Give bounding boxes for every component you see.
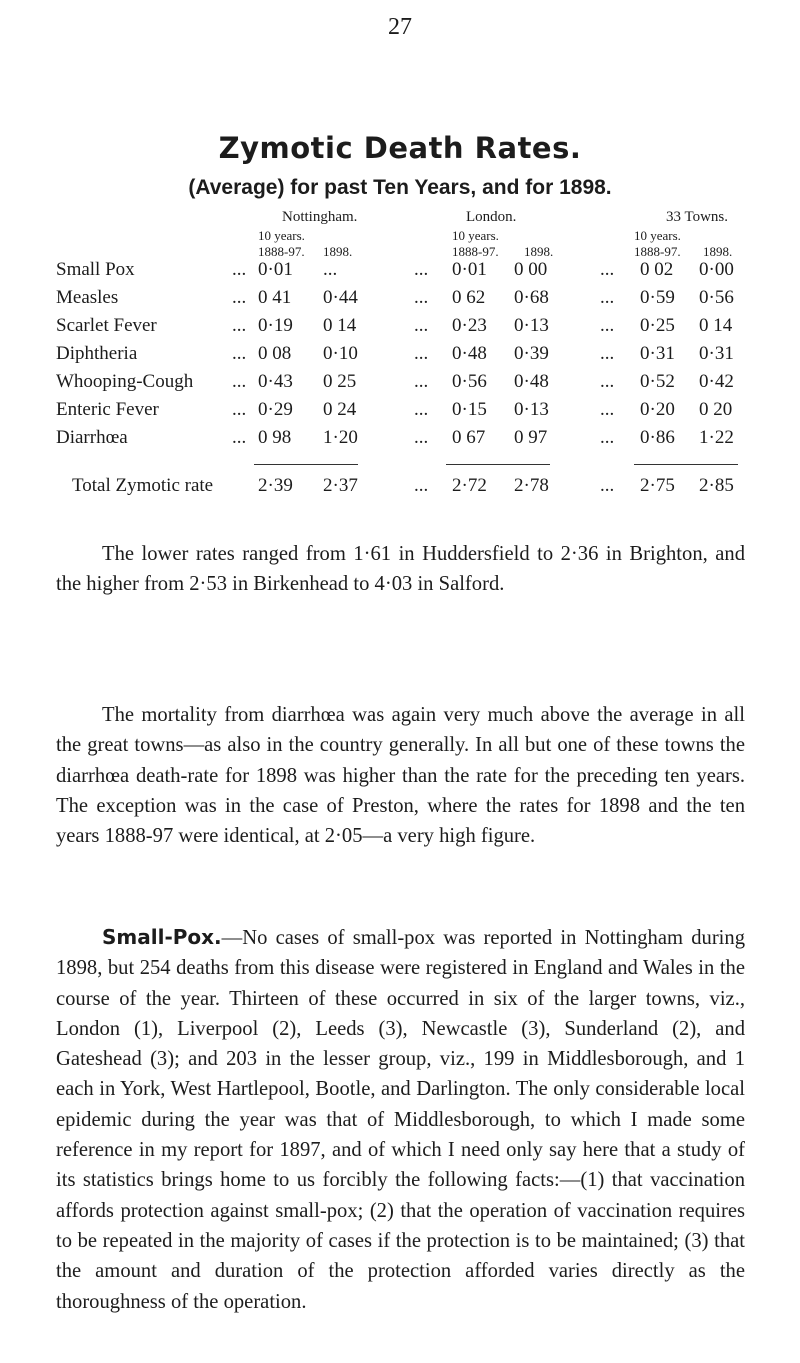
dot-leader: ... xyxy=(600,315,615,336)
dot-leader: ... xyxy=(414,343,429,364)
table-cell: 0·29 xyxy=(258,399,293,420)
table-cell: 1·20 xyxy=(323,427,358,448)
table-cell: 0·48 xyxy=(514,371,549,392)
table-cell: 0·86 xyxy=(640,427,675,448)
group-header-london: London. xyxy=(466,209,517,225)
table-row-label: Diphtheria ... xyxy=(56,343,247,364)
dot-leader: ... xyxy=(414,315,429,336)
table-cell: 0·19 xyxy=(258,315,293,336)
table-cell: 0·20 xyxy=(640,399,675,420)
col-header-years: 1888-97. xyxy=(452,244,499,259)
table-cell: 0·01 xyxy=(452,259,487,280)
table-row-label: Diarrhœa ... xyxy=(56,427,247,448)
col-header-years: 1888-97. xyxy=(634,244,681,259)
table-cell: 0·10 xyxy=(323,343,358,364)
table-cell: 1·22 xyxy=(699,427,734,448)
table-cell: 0 98 xyxy=(258,427,292,448)
table-cell: 0·13 xyxy=(514,399,549,420)
table-cell: 0·23 xyxy=(452,315,487,336)
table-cell: 0·48 xyxy=(452,343,487,364)
col-header-years: 1888-97. xyxy=(258,244,305,259)
total-rule xyxy=(634,464,738,465)
total-cell: 2·85 xyxy=(699,475,734,496)
page-title: Zymotic Death Rates. xyxy=(218,131,582,165)
table-cell: 0·39 xyxy=(514,343,549,364)
paragraph-rates-range: The lower rates ranged from 1·61 in Huddersfield to 2·36 in Brighton, and the higher from 2·53 in Birkenhead to 4·03 in Salford. xyxy=(56,543,745,596)
dot-leader: ... xyxy=(414,287,429,308)
table-cell: 0·00 xyxy=(699,259,734,280)
dot-leader: ... xyxy=(600,399,615,420)
dot-leader: ... xyxy=(600,259,615,280)
table-cell: 0·31 xyxy=(699,343,734,364)
table-cell: 0 00 xyxy=(514,259,548,280)
dot-leader: ... xyxy=(414,399,429,420)
total-cell: 2·78 xyxy=(514,475,549,496)
table-cell: 0 24 xyxy=(323,399,357,420)
col-header-year: 1898. xyxy=(703,244,733,259)
total-cell: 2·37 xyxy=(323,475,358,496)
col-header-label: 10 years. xyxy=(634,228,681,243)
table-cell: 0·44 xyxy=(323,287,358,308)
table-cell: 0 25 xyxy=(323,371,357,392)
dot-leader: ... xyxy=(414,427,429,448)
smallpox-text: —No cases of small-pox was reported in Nottingham during 1898, but 254 deaths from this disease were registered in England and Wales in the course of the year. Thirteen of these occurred in six of the larger towns, viz., London (1), Liverpool (2), Leeds (3), Newcastle (3), Sunderland (2), and Gateshead (3); and 203 in the lesser group, viz., 199 in Middlesborough, and 1 each in York, West Hartlepool, Bootle, and Darlington. The only considerable local epidemic during the year was that of Middlesborough, to which I made some reference in my report for 1897, and of which I need only say here that a study of its statistics brings home to us forcibly the following facts:—(1) that vaccination affords protection against small-pox; (2) that the operation of vaccination requires to be repeated in the majority of cases if the protection is to be maintained; (3) that the amount and duration of the protection afforded varies directly as the thoroughness of the operation. xyxy=(56,927,745,1313)
paragraph-diarrhoea: The mortality from diarrhœa was again very much above the average in all the great towns—as also in the country generally. In all but one of these towns the diarrhœa death-rate for 1898 was higher than the rate for the preceding ten years. The exception was in the case of Preston, where the rates for 1898 and the ten years 1888-97 were identical, at 2·05—a very high figure. xyxy=(56,704,745,848)
total-rule xyxy=(446,464,550,465)
total-cell: 2·75 xyxy=(640,475,675,496)
total-cell: 2·39 xyxy=(258,475,293,496)
table-cell: 0 62 xyxy=(452,287,486,308)
table-cell: ... xyxy=(323,259,338,280)
section-heading-smallpox: Small-Pox. xyxy=(102,925,222,949)
table-cell: 0·42 xyxy=(699,371,734,392)
table-row-label: Whooping-Cough ... xyxy=(56,371,247,392)
table-row-label: Scarlet Fever ... xyxy=(56,315,247,336)
col-header-year: 1898. xyxy=(524,244,554,259)
dot-leader: ... xyxy=(600,475,615,496)
table-cell: 0·25 xyxy=(640,315,675,336)
dot-leader: ... xyxy=(600,343,615,364)
paragraph-smallpox xyxy=(56,922,745,1317)
group-header-nottingham: Nottingham. xyxy=(282,209,358,225)
table-cell: 0·31 xyxy=(640,343,675,364)
group-header-33-towns: 33 Towns. xyxy=(666,209,729,225)
col-header-year: 1898. xyxy=(323,244,353,259)
dot-leader: ... xyxy=(600,371,615,392)
table-cell: 0·43 xyxy=(258,371,293,392)
col-header-label: 10 years. xyxy=(258,228,305,243)
dot-leader: ... xyxy=(414,475,429,496)
table-cell: 0·56 xyxy=(699,287,734,308)
table-cell: 0·59 xyxy=(640,287,675,308)
total-rule xyxy=(254,464,358,465)
page-subtitle: (Average) for past Ten Years, and for 1898. xyxy=(188,176,612,199)
dot-leader: ... xyxy=(600,427,615,448)
page-number: 27 xyxy=(388,14,412,40)
table-cell: 0·15 xyxy=(452,399,487,420)
table-cell: 0·68 xyxy=(514,287,549,308)
table-cell: 0 67 xyxy=(452,427,486,448)
table-cell: 0·52 xyxy=(640,371,675,392)
table-row-label: Small Pox ... xyxy=(56,259,247,280)
table-cell: 0 08 xyxy=(258,343,292,364)
table-row-label: Enteric Fever ... xyxy=(56,399,247,420)
total-row-label: Total Zymotic rate xyxy=(72,475,214,496)
dot-leader: ... xyxy=(414,371,429,392)
table-cell: 0 02 xyxy=(640,259,674,280)
col-header-label: 10 years. xyxy=(452,228,499,243)
table-cell: 0 14 xyxy=(323,315,357,336)
table-row-label: Measles ... xyxy=(56,287,247,308)
table-cell: 0·13 xyxy=(514,315,549,336)
total-cell: 2·72 xyxy=(452,475,487,496)
dot-leader: ... xyxy=(414,259,429,280)
table-cell: 0 97 xyxy=(514,427,548,448)
table-cell: 0 14 xyxy=(699,315,733,336)
table-cell: 0 20 xyxy=(699,399,733,420)
table-cell: 0·56 xyxy=(452,371,487,392)
table-cell: 0·01 xyxy=(258,259,293,280)
dot-leader: ... xyxy=(600,287,615,308)
table-cell: 0 41 xyxy=(258,287,292,308)
